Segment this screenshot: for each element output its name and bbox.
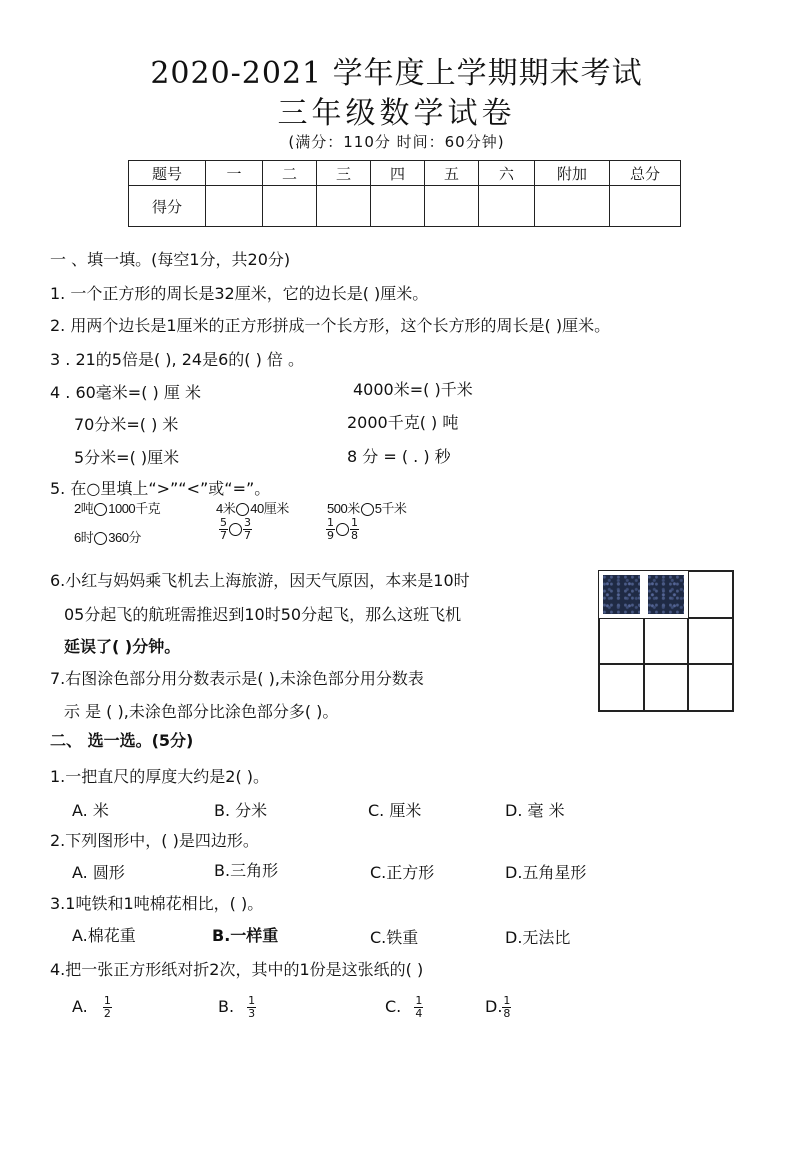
question-1-5: 5. 在○里填上“>”“<”或“=”。	[50, 479, 271, 498]
grid-cell	[688, 664, 733, 711]
grid-cell	[599, 618, 644, 665]
fraction: $\frac{3}{7}$	[244, 516, 251, 542]
score-table-score-row	[129, 186, 681, 227]
compare-circle[interactable]	[336, 523, 349, 536]
score-table	[128, 160, 681, 227]
compare-right: 360分	[108, 530, 141, 545]
question-1-6-line1: 6.小红与妈妈乘飞机去上海旅游，因天气原因，本来是10时	[50, 571, 470, 590]
score-table-header-row	[129, 161, 681, 186]
option-c[interactable]: C.铁重	[370, 928, 419, 947]
option-c[interactable]: C.正方形	[370, 863, 435, 882]
score-table-cell: 三	[317, 161, 371, 186]
score-table-cell: 五	[425, 161, 479, 186]
score-table-cell: 总分	[610, 161, 681, 186]
question-1-4a: 4 . 60毫米=( ) 厘 米	[50, 383, 201, 402]
score-table-cell: 二	[263, 161, 317, 186]
score-table-cell: 四	[371, 161, 425, 186]
compare-item-2	[216, 498, 289, 517]
question-1-3: 3 . 21的5倍是( ), 24是6的( ) 倍 。	[50, 350, 305, 369]
question-1-4d: 2000千克( ) 吨	[347, 413, 459, 432]
fraction: $\frac{1}{4}$	[415, 994, 423, 1020]
option-a[interactable]: A. 米	[72, 801, 109, 820]
compare-item-1	[74, 498, 160, 517]
question-1-4f: 8 分 = ( . ) 秒	[347, 447, 451, 466]
grid-cell	[688, 571, 733, 618]
compare-right: 1000千克	[108, 501, 161, 516]
section1-heading: 一 、填一填。(每空1分，共20分)	[50, 250, 291, 269]
fraction: $\frac{1}{8}$	[351, 516, 358, 542]
grid-cell-shaded	[648, 575, 685, 614]
question-1-7-line2: 示 是 ( ),未涂色部分比涂色部分多( )。	[64, 702, 339, 721]
grid-cell	[688, 618, 733, 665]
question-1-1: 1. 一个正方形的周长是32厘米，它的边长是( )厘米。	[50, 284, 429, 303]
compare-left: 4米	[216, 501, 236, 516]
exam-title: 2020-2021 学年度上学期期末考试	[150, 56, 643, 91]
compare-circle[interactable]	[236, 503, 249, 516]
score-input-cell[interactable]	[610, 186, 681, 227]
score-table-cell: 得分	[129, 186, 206, 227]
compare-circle[interactable]	[361, 503, 374, 516]
question-2-2: 2.下列图形中，( )是四边形。	[50, 831, 259, 850]
option-c[interactable]: C. $\frac{1}{4}$	[385, 994, 423, 1020]
grid-cell	[644, 664, 689, 711]
option-a[interactable]: A.棉花重	[72, 926, 136, 945]
compare-circle[interactable]	[94, 503, 107, 516]
question-2-3: 3.1吨铁和1吨棉花相比，( )。	[50, 894, 264, 913]
option-c[interactable]: C. 厘米	[368, 801, 422, 820]
option-a[interactable]: A. $\frac{1}{2}$	[72, 994, 111, 1020]
score-table-cell: 一	[206, 161, 263, 186]
option-b[interactable]: B.一样重	[212, 926, 279, 945]
shaded-grid-figure	[598, 570, 734, 712]
option-a[interactable]: A. 圆形	[72, 863, 125, 882]
compare-item-3	[327, 498, 406, 517]
option-d[interactable]: D. 毫 米	[505, 801, 565, 820]
fraction: $\frac{5}{7}$	[220, 516, 227, 542]
score-input-cell[interactable]	[371, 186, 425, 227]
score-table-cell: 六	[479, 161, 535, 186]
compare-left: 500米	[327, 501, 360, 516]
question-1-2: 2. 用两个边长是1厘米的正方形拼成一个长方形，这个长方形的周长是( )厘米。	[50, 316, 611, 335]
score-table-cell: 附加	[535, 161, 610, 186]
question-1-4e: 5分米=( )厘米	[74, 448, 180, 467]
option-b[interactable]: B. $\frac{1}{3}$	[218, 994, 256, 1020]
question-2-4: 4.把一张正方形纸对折2次，其中的1份是这张纸的( )	[50, 960, 424, 979]
option-d[interactable]: D.无法比	[505, 928, 571, 947]
score-input-cell[interactable]	[263, 186, 317, 227]
section2-heading: 二、 选一选。(5分)	[50, 731, 194, 750]
option-b[interactable]: B.三角形	[214, 861, 279, 880]
score-input-cell[interactable]	[535, 186, 610, 227]
compare-right: 5千米	[374, 501, 407, 516]
score-input-cell[interactable]	[479, 186, 535, 227]
score-table-cell: 题号	[129, 161, 206, 186]
option-d[interactable]: D. $\frac{1}{8}$	[485, 994, 511, 1020]
fraction: $\frac{1}{9}$	[327, 516, 334, 542]
question-1-7-line1: 7.右图涂色部分用分数表示是( ),未涂色部分用分数表	[50, 669, 424, 688]
compare-left: 2吨	[74, 501, 94, 516]
question-1-6-line2: 05分起飞的航班需推迟到10时50分起飞，那么这班飞机	[64, 605, 462, 624]
compare-right: 40厘米	[250, 501, 289, 516]
option-b[interactable]: B. 分米	[214, 801, 268, 820]
compare-item-5	[219, 517, 252, 542]
fraction: $\frac{1}{2}$	[103, 994, 111, 1020]
compare-item-6	[326, 517, 359, 542]
question-1-4c: 70分米=( ) 米	[74, 415, 179, 434]
question-2-1: 1.一把直尺的厚度大约是2( )。	[50, 767, 270, 786]
option-d[interactable]: D.五角星形	[505, 863, 587, 882]
grid-cell-shaded	[603, 575, 640, 614]
compare-left: 6时	[74, 530, 94, 545]
compare-item-4	[74, 527, 141, 546]
compare-circle[interactable]	[229, 523, 242, 536]
exam-score-time: (满分：110分 时间：60分钟)	[288, 133, 505, 151]
score-input-cell[interactable]	[425, 186, 479, 227]
score-input-cell[interactable]	[317, 186, 371, 227]
fraction: $\frac{1}{3}$	[248, 994, 256, 1020]
score-input-cell[interactable]	[206, 186, 263, 227]
grid-cell	[644, 618, 689, 665]
question-1-4b: 4000米=( )千米	[353, 380, 473, 399]
grid-cell	[599, 664, 644, 711]
compare-circle[interactable]	[94, 532, 107, 545]
exam-subtitle-title: 三年级数学试卷	[277, 96, 516, 131]
question-1-6-line3: 延误了( )分钟。	[64, 637, 181, 656]
fraction: $\frac{1}{8}$	[503, 994, 511, 1020]
